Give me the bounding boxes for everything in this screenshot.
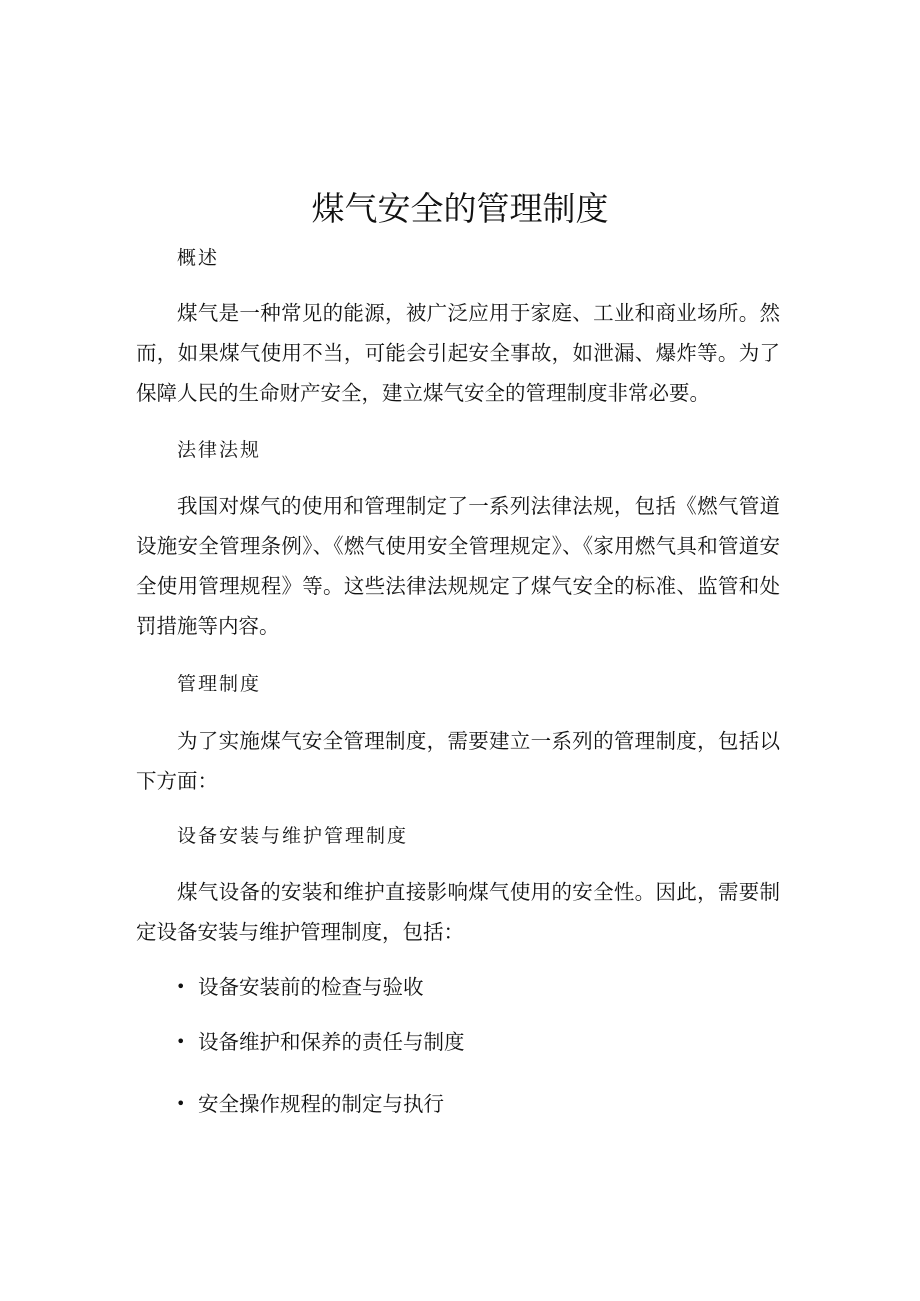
section-heading-equipment: 设备安装与维护管理制度	[177, 825, 409, 847]
list-item-text: 安全操作规程的制定与执行	[198, 1092, 444, 1116]
section-heading-management: 管理制度	[177, 673, 262, 695]
document-title: 煤气安全的管理制度	[311, 189, 609, 228]
section-heading-overview: 概述	[177, 247, 220, 269]
list-item	[176, 1025, 465, 1059]
list-item	[176, 970, 424, 1004]
section-paragraph-management: 为了实施煤气安全管理制度，需要建立一系列的管理制度，包括以下方面：	[136, 729, 780, 793]
section-paragraph-laws: 我国对煤气的使用和管理制定了一系列法律法规，包括《燃气管道设施安全管理条例》、《燃气使用安全管理规定》、《家用燃气具和管道安全使用管理规程》等。这些法律法规规定了煤气安全的标准、监管和处罚措施等内容。	[136, 494, 780, 638]
list-item-text: 设备安装前的检查与验收	[198, 975, 424, 999]
section-paragraph-equipment: 煤气设备的安装和维护直接影响煤气使用的安全性。因此，需要制定设备安装与维护管理制度，包括：	[136, 880, 780, 944]
list-item-text: 设备维护和保养的责任与制度	[198, 1030, 465, 1054]
section-heading-laws: 法律法规	[177, 439, 262, 461]
bullet-icon: •	[176, 977, 186, 996]
bullet-icon: •	[176, 1032, 186, 1051]
list-item	[176, 1087, 444, 1121]
section-paragraph-overview: 煤气是一种常见的能源，被广泛应用于家庭、工业和商业场所。然而，如果煤气使用不当，可能会引起安全事故，如泄漏、爆炸等。为了保障人民的生命财产安全，建立煤气安全的管理制度非常必要。	[136, 301, 780, 405]
bullet-icon: •	[176, 1094, 186, 1113]
